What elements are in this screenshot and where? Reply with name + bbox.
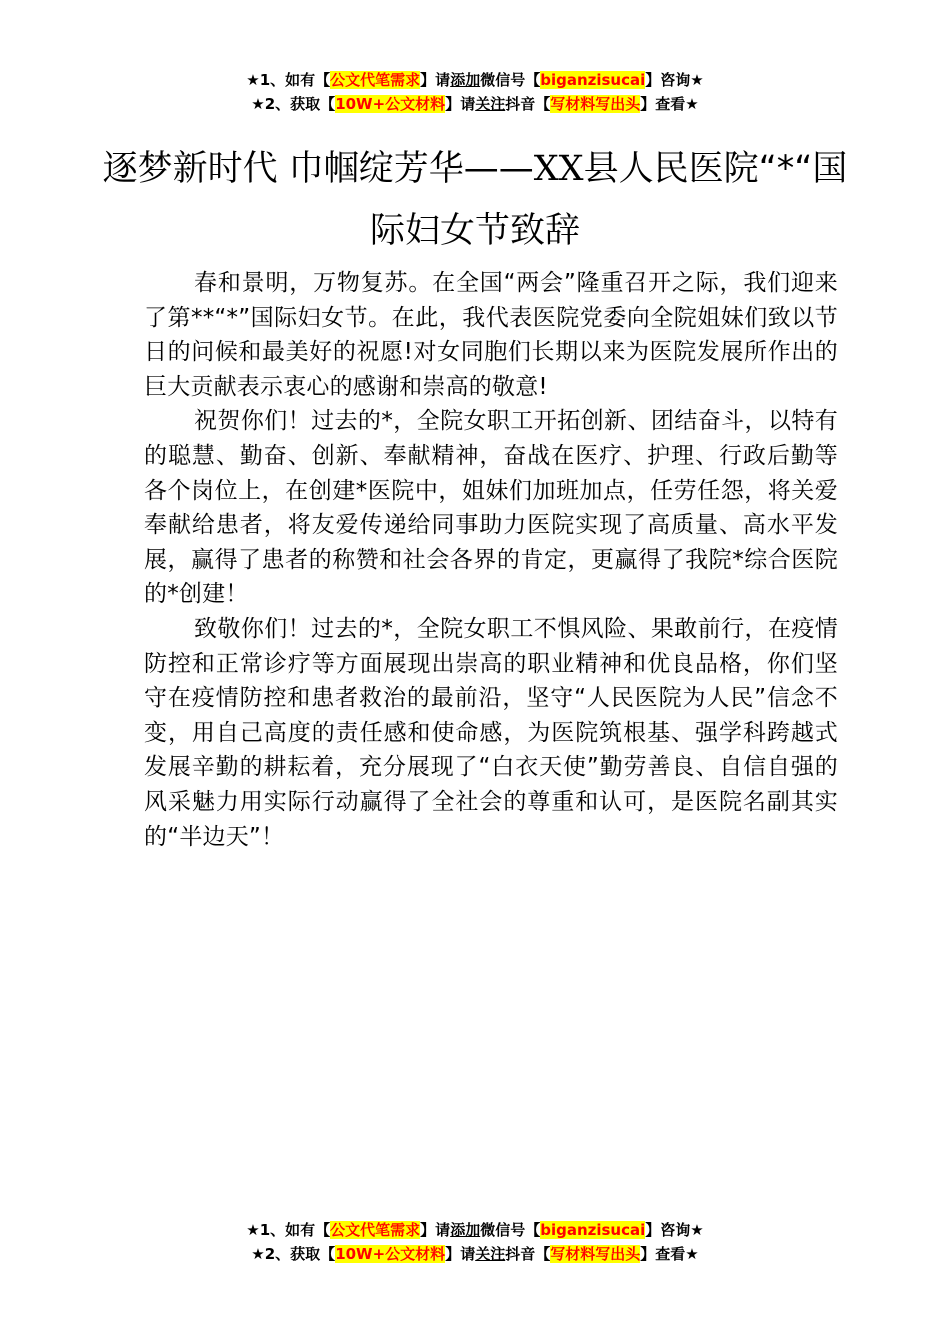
wechat-id-highlight: biganzisucai	[540, 71, 646, 89]
materials-highlight: 10W+公文材料	[335, 1245, 446, 1263]
douyin-account-highlight: 写材料写出头	[550, 95, 641, 113]
service-highlight: 公文代笔需求	[330, 1221, 421, 1239]
header-banner	[0, 68, 950, 116]
service-highlight: 公文代笔需求	[330, 71, 421, 89]
footer-banner-line-2: ★2、获取【10W+公文材料】请关注抖音【写材料写出头】查看★	[251, 1245, 699, 1263]
footer-banner	[0, 1218, 950, 1266]
footer-banner-line-1: ★1、如有【公文代笔需求】请添加微信号【biganzisucai】咨询★	[246, 1221, 704, 1239]
document-body	[144, 266, 838, 854]
douyin-account-highlight: 写材料写出头	[550, 1245, 641, 1263]
paragraph-1: 春和景明，万物复苏。在全国“两会”隆重召开之际，我们迎来了第**“*”国际妇女节。在此，我代表医院党委向全院姐妹们致以节日的问候和最美好的祝愿!对女同胞们长期以来为医院发展所作出的巨大贡献表示衷心的感谢和崇高的敬意!	[144, 270, 838, 400]
header-banner-line-1: ★1、如有【公文代笔需求】请添加微信号【biganzisucai】咨询★	[246, 71, 704, 89]
document-title: 逐梦新时代 巾帼绽芳华——XX县人民医院“*“国际妇女节致辞	[102, 149, 848, 251]
paragraph-3: 致敬你们！过去的*，全院女职工不惧风险、果敢前行，在疫情防控和正常诊疗等方面展现出崇高的职业精神和优良品格，你们坚守在疫情防控和患者救治的最前沿，坚守“人民医院为人民”信念不变，用自己高度的责任感和使命感，为医院筑根基、强学科跨越式发展辛勤的耕耘着，充分展现了“白衣天使”勤劳善良、自信自强的风采魅力用实际行动赢得了全社会的尊重和认可，是医院名副其实的“半边天”！	[144, 615, 838, 850]
materials-highlight: 10W+公文材料	[335, 95, 446, 113]
paragraph-2: 祝贺你们！过去的*，全院女职工开拓创新、团结奋斗，以特有的聪慧、勤奋、创新、奉献精神，奋战在医疗、护理、行政后勤等各个岗位上，在创建*医院中，姐妹们加班加点，任劳任怨，将关爱奉献给患者，将友爱传递给同事助力医院实现了高质量、高水平发展，赢得了患者的称赞和社会各界的肯定，更赢得了我院*综合医院的*创建！	[144, 408, 838, 608]
wechat-id-highlight: biganzisucai	[540, 1221, 646, 1239]
header-banner-line-2: ★2、获取【10W+公文材料】请关注抖音【写材料写出头】查看★	[251, 95, 699, 113]
